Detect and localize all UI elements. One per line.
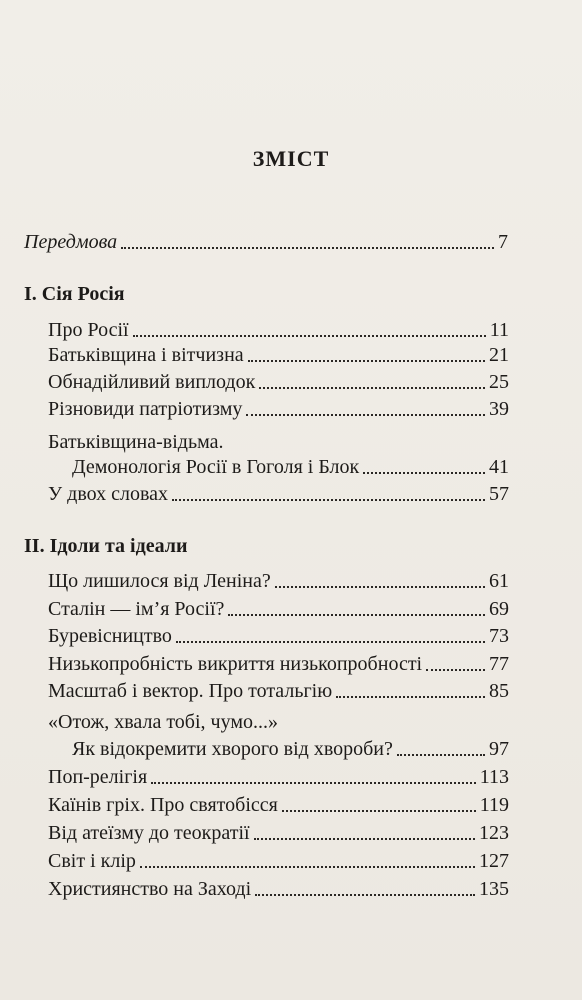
dot-leader: [336, 696, 485, 698]
toc-entry-label-first-line: «Отож, хвала тобі, чумо...»: [48, 711, 278, 733]
dot-leader: [133, 335, 486, 337]
toc-entry-label: Різновиди патріотизму: [48, 398, 243, 420]
toc-entry: [48, 679, 509, 703]
toc-page-number: 113: [479, 766, 509, 788]
dot-leader: [275, 586, 485, 588]
toc-entry: [72, 455, 509, 479]
toc-entry: [48, 482, 509, 506]
dot-leader: [151, 782, 476, 784]
toc-entry: [72, 737, 509, 761]
toc-entry-label: Що лишилося від Леніна?: [48, 570, 271, 592]
toc-entry-label: Каїнів гріх. Про святобісся: [48, 794, 278, 816]
toc-entry: [48, 877, 509, 901]
toc-entry-label: Передмова: [24, 231, 118, 253]
toc-entry-label: Батьківщина і вітчизна: [48, 344, 244, 366]
toc-entry-label: У двох словах: [48, 483, 169, 505]
toc-page-number: 77: [489, 653, 509, 675]
toc-entry-label: Від атеїзму до теократії: [48, 822, 250, 844]
toc-entry-label: Про Росії: [48, 319, 129, 341]
dot-leader: [246, 414, 485, 416]
toc-page-number: 41: [489, 456, 509, 478]
toc-entry-label: Християнство на Заході: [48, 878, 252, 900]
toc-page-number: 25: [489, 371, 509, 393]
dot-leader: [255, 894, 475, 896]
toc-entry-label: Буревісництво: [48, 625, 172, 647]
toc-entry: [48, 849, 509, 873]
toc-entry: [48, 569, 509, 593]
toc-entry: [48, 765, 509, 789]
toc-entry-label: Сталін — ім’я Росії?: [48, 598, 225, 620]
dot-leader: [426, 669, 485, 671]
toc-entry: [48, 318, 509, 342]
dot-leader: [397, 754, 485, 756]
toc-page-number: 85: [489, 680, 509, 702]
toc-entry-label: Як відокремити хворого від хвороби?: [72, 738, 393, 760]
toc-page-number: 73: [489, 625, 509, 647]
dot-leader: [363, 472, 485, 474]
toc-page-number: 123: [479, 822, 509, 844]
dot-leader: [176, 641, 485, 643]
dot-leader: [259, 387, 485, 389]
toc-entry: [48, 343, 509, 367]
dot-leader: [254, 838, 475, 840]
dot-leader: [228, 614, 485, 616]
page-title: ЗМІСТ: [252, 146, 330, 171]
toc-page-number: 57: [489, 483, 509, 505]
toc-entry-label: Низькопробність викриття низькопробності: [48, 653, 423, 675]
toc-entry: [48, 397, 509, 421]
dot-leader: [248, 360, 485, 362]
toc-page-number: 39: [489, 398, 509, 420]
toc-entry: [48, 652, 509, 676]
toc-entry-label: Демонологія Росії в Гоголя і Блок: [72, 456, 360, 478]
toc-page-number: 127: [479, 850, 509, 872]
dot-leader: [282, 810, 476, 812]
toc-entry: [48, 597, 509, 621]
toc-page-number: 135: [479, 878, 509, 900]
toc-entry-preface: [24, 230, 508, 254]
section-heading-1: I. Сія Росія: [24, 283, 125, 305]
toc-page-number: 119: [479, 794, 509, 816]
toc-page-number: 69: [489, 598, 509, 620]
toc-page-number: 97: [489, 738, 509, 760]
toc-page-number: 11: [489, 319, 509, 341]
dot-leader: [172, 499, 485, 501]
toc-page-number: 21: [489, 344, 509, 366]
toc-entry-label: Світ і клір: [48, 850, 136, 872]
dot-leader: [140, 866, 475, 868]
toc-entry-label: Масштаб і вектор. Про тотальгію: [48, 680, 333, 702]
toc-entry: [48, 370, 509, 394]
toc-page-number: 61: [489, 570, 509, 592]
section-heading-2: II. Ідоли та ідеали: [24, 535, 188, 557]
toc-entry-label-first-line: Батьківщина-відьма.: [48, 431, 224, 453]
toc-entry-label: Обнадійливий виплодок: [48, 371, 256, 393]
toc-page-number: 7: [498, 231, 508, 253]
toc-entry: [48, 793, 509, 817]
toc-entry-label: Поп-релігія: [48, 766, 148, 788]
dot-leader: [121, 247, 494, 249]
toc-entry: [48, 821, 509, 845]
toc-entry: [48, 624, 509, 648]
